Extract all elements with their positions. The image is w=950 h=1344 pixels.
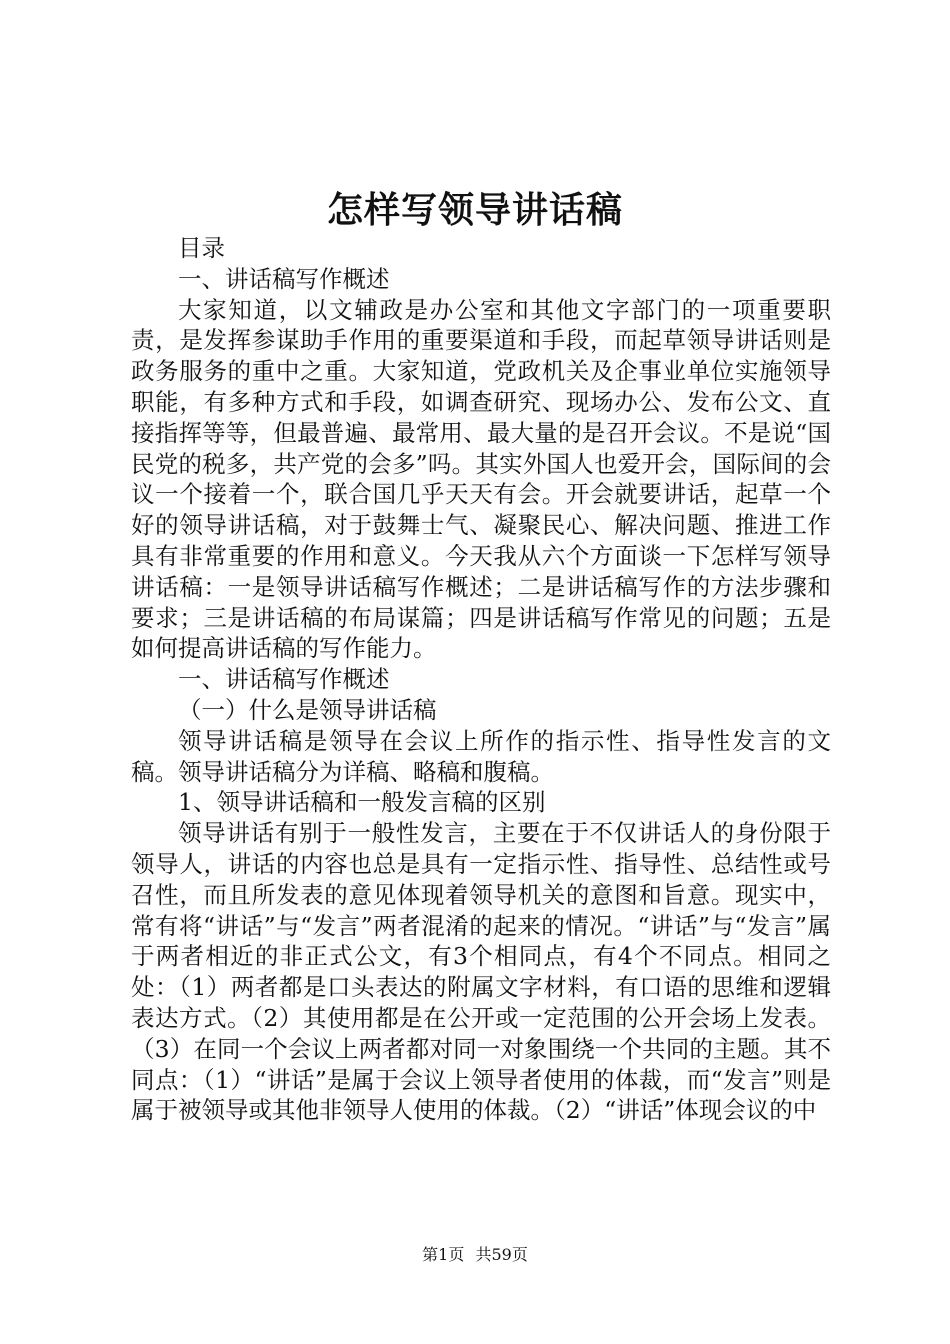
- page-total: 共59页: [475, 1245, 528, 1264]
- subsection-heading: （一）什么是领导讲话稿: [178, 695, 437, 724]
- page-number: 第1页: [422, 1245, 465, 1264]
- subsection-heading: 1、领导讲话稿和一般发言稿的区别: [178, 788, 546, 817]
- document-title: 怎样写领导讲话稿: [326, 189, 623, 231]
- body-paragraph: 领导讲话有别于一般性发言，主要在于不仅讲话人的身份限于领导人，讲话的内容也总是具有一定指示性、指导性、总结性或号召性，而且所发表的意见体现着领导机关的意图和旨意。现实中，常有将“讲话”与“发言”两者混淆的起来的情况。“讲话”与“发言”属于两者相近的非正式公文，有3个相同点，有4个不同点。相同之处：（1）两者都是口头表达的附属文字材料，有口语的思维和逻辑表达方式。（2）其使用都是在公开或一定范围的公开会场上发表。（3）在同一个会议上两者都对同一对象围绕一个共同的主题。其不同点：（1）“讲话”是属于会议上领导者使用的体裁，而“发言”则是属于被领导或其他非领导人使用的体裁。（2）“讲话”体现会议的中: [131, 819, 831, 1125]
- body-paragraph: 大家知道，以文辅政是办公室和其他文字部门的一项重要职责，是发挥参谋助手作用的重要渠道和手段，而起草领导讲话则是政务服务的重中之重。大家知道，党政机关及企事业单位实施领导职能，有多种方式和手段，如调查研究、现场办公、发布公文、直接指挥等等，但最普遍、最常用、最大量的是召开会议。不是说“国民党的税多，共产党的会多”吗。其实外国人也爱开会，国际间的会议一个接着一个，联合国几乎天天有会。开会就要讲话，起草一个好的领导讲话稿，对于鼓舞士气、凝聚民心、解决问题、推进工作具有非常重要的作用和意义。今天我从六个方面谈一下怎样写领导讲话稿：一是领导讲话稿写作概述；二是讲话稿写作的方法步骤和要求；三是讲话稿的布局谋篇；四是讲话稿写作常见的问题；五是如何提高讲话稿的写作能力。: [131, 295, 831, 663]
- toc-heading: 目录: [178, 234, 225, 262]
- page-footer: [0, 1243, 950, 1267]
- body-paragraph: 领导讲话稿是领导在会议上所作的指示性、指导性发言的文稿。领导讲话稿分为详稿、略稿和腹稿。: [131, 726, 831, 786]
- section-heading: 一、讲话稿写作概述: [178, 264, 390, 293]
- document-body: [131, 233, 831, 1126]
- section-heading: 一、讲话稿写作概述: [178, 665, 390, 694]
